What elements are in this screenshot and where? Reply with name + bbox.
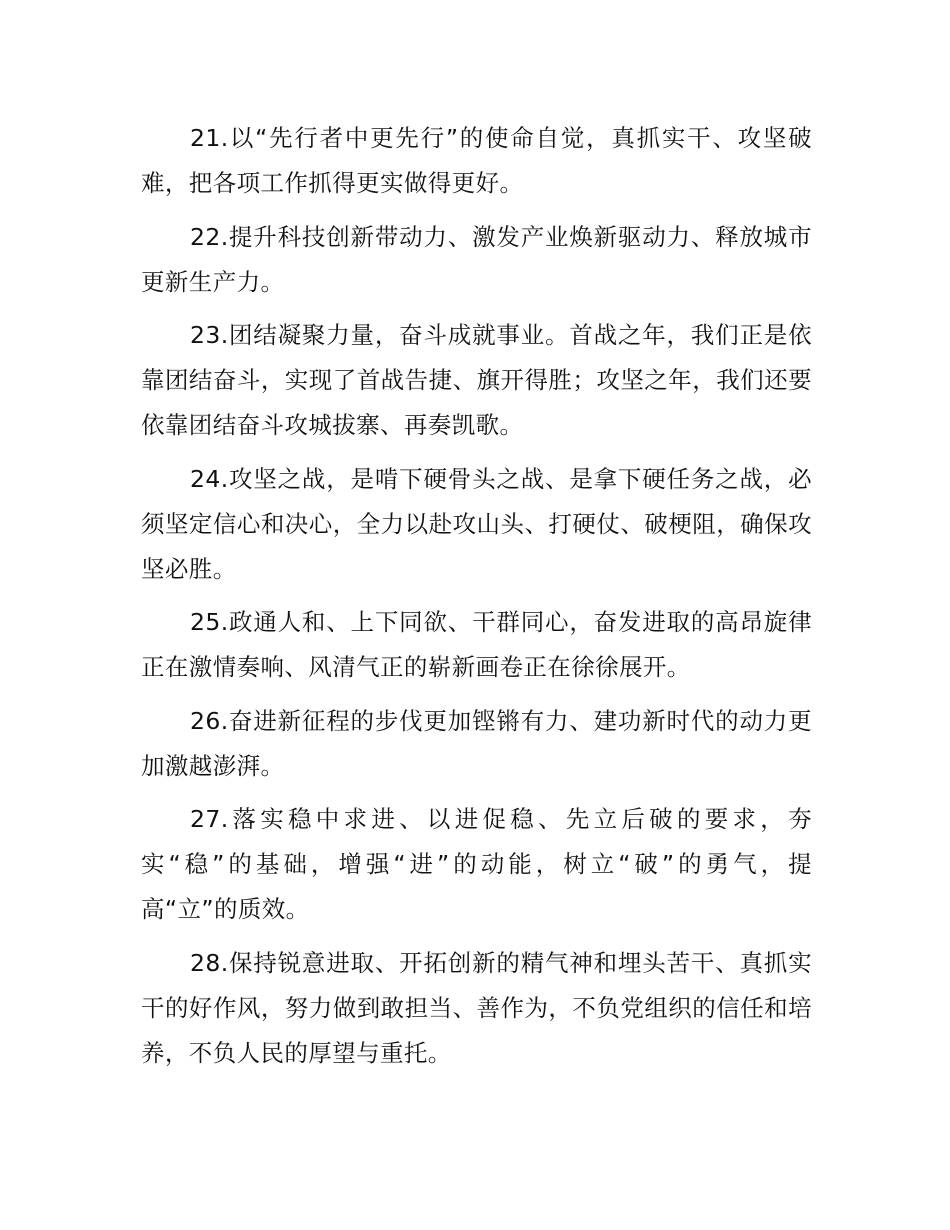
paragraph-25: 25.政通人和、上下同欲、干群同心，奋发进取的高昂旋律正在激情奏响、风清气正的崭新画卷正在徐徐展开。 bbox=[141, 608, 812, 681]
paragraph-23: 23.团结凝聚力量，奋斗成就事业。首战之年，我们正是依靠团结奋斗，实现了首战告捷、旗开得胜；攻坚之年，我们还要依靠团结奋斗攻城拔寨、再奏凯歌。 bbox=[141, 321, 812, 439]
document-body bbox=[141, 116, 812, 1084]
paragraph-28: 28.保持锐意进取、开拓创新的精气神和埋头苦干、真抓实干的好作风，努力做到敢担当、善作为，不负党组织的信任和培养，不负人民的厚望与重托。 bbox=[141, 948, 812, 1067]
paragraph-27: 27.落实稳中求进、以进促稳、先立后破的要求，夯实“稳”的基础，增强“进”的动能，树立“破”的勇气，提高“立”的质效。 bbox=[141, 805, 812, 923]
paragraph-22: 22.提升科技创新带动力、激发产业焕新驱动力、释放城市更新生产力。 bbox=[141, 222, 812, 296]
paragraph-21: 21.以“先行者中更先行”的使命自觉，真抓实干、攻坚破难，把各项工作抓得更实做得更好。 bbox=[141, 124, 812, 197]
paragraph-26: 26.奋进新征程的步伐更加铿锵有力、建功新时代的动力更加激越澎湃。 bbox=[141, 706, 812, 780]
paragraph-24: 24.攻坚之战，是啃下硬骨头之战、是拿下硬任务之战，必须坚定信心和决心，全力以赴攻山头、打硬仗、破梗阻，确保攻坚必胜。 bbox=[141, 464, 812, 583]
